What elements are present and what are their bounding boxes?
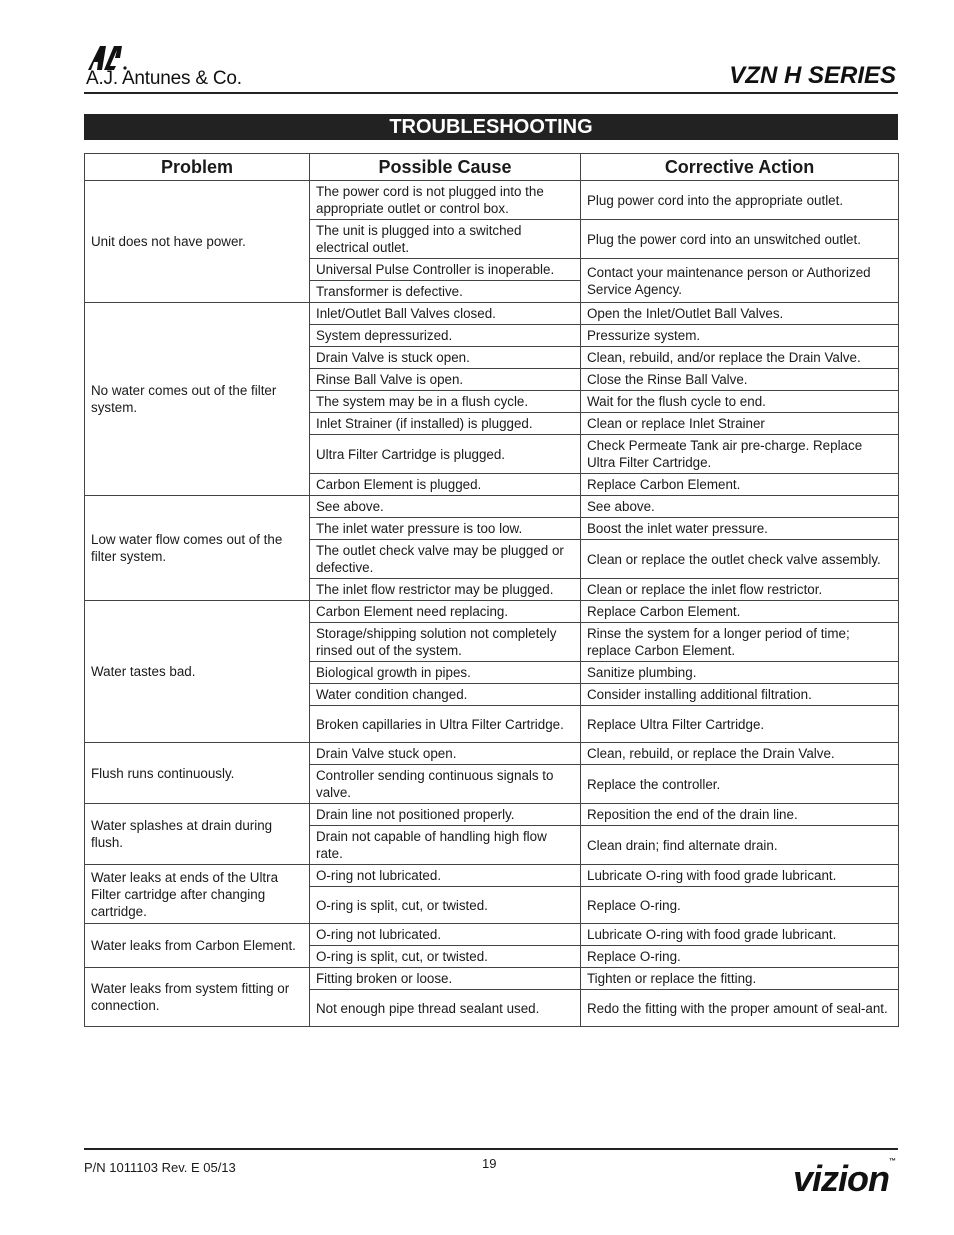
brand-name: vizion [792, 1158, 889, 1199]
trademark-mark: ™ [889, 1158, 896, 1165]
column-header-possible-cause: Possible Cause [310, 154, 581, 181]
cause-cell: Not enough pipe thread sealant used. [310, 990, 581, 1027]
cause-cell: The inlet flow restrictor may be plugged. [310, 579, 581, 601]
section-title: TROUBLESHOOTING [84, 114, 898, 140]
action-cell: Wait for the flush cycle to end. [581, 391, 899, 413]
action-cell: Redo the fitting with the proper amount of seal-ant. [581, 990, 899, 1027]
table-row [85, 804, 899, 826]
cause-cell: Ultra Filter Cartridge is plugged. [310, 435, 581, 474]
action-cell: Clean or replace the outlet check valve assembly. [581, 540, 899, 579]
action-cell: Contact your maintenance person or Authorized Service Agency. [581, 259, 899, 303]
cause-cell: The unit is plugged into a switched electrical outlet. [310, 220, 581, 259]
cause-cell: The inlet water pressure is too low. [310, 518, 581, 540]
cause-cell: See above. [310, 496, 581, 518]
action-cell: Replace Carbon Element. [581, 601, 899, 623]
action-cell: Replace Ultra Filter Cartridge. [581, 706, 899, 743]
problem-cell: Water splashes at drain during flush. [85, 804, 310, 865]
problem-cell: Low water flow comes out of the filter system. [85, 496, 310, 601]
cause-cell: The outlet check valve may be plugged or defective. [310, 540, 581, 579]
action-cell: Clean, rebuild, or replace the Drain Valve. [581, 743, 899, 765]
action-cell: Check Permeate Tank air pre-charge. Replace Ultra Filter Cartridge. [581, 435, 899, 474]
action-cell: Lubricate O-ring with food grade lubricant. [581, 924, 899, 946]
problem-cell: Water tastes bad. [85, 601, 310, 743]
cause-cell: The power cord is not plugged into the appropriate outlet or control box. [310, 181, 581, 220]
cause-cell: Drain not capable of handling high flow rate. [310, 826, 581, 865]
cause-cell: Broken capillaries in Ultra Filter Cartridge. [310, 706, 581, 743]
cause-cell: Rinse Ball Valve is open. [310, 369, 581, 391]
troubleshooting-table [84, 153, 899, 1027]
action-cell: Plug the power cord into an unswitched outlet. [581, 220, 899, 259]
action-cell: Replace O-ring. [581, 887, 899, 924]
table-row [85, 924, 899, 946]
cause-cell: Biological growth in pipes. [310, 662, 581, 684]
problem-cell: Water leaks from Carbon Element. [85, 924, 310, 968]
cause-cell: O-ring is split, cut, or twisted. [310, 946, 581, 968]
company-name: A.J. Antunes & Co. [86, 68, 242, 89]
problem-cell: Unit does not have power. [85, 181, 310, 303]
table-row [85, 865, 899, 887]
cause-cell: Drain Valve is stuck open. [310, 347, 581, 369]
table-body [85, 181, 899, 1027]
action-cell: Rinse the system for a longer period of time; replace Carbon Element. [581, 623, 899, 662]
action-cell: Replace O-ring. [581, 946, 899, 968]
cause-cell: Carbon Element is plugged. [310, 474, 581, 496]
action-cell: Replace Carbon Element. [581, 474, 899, 496]
problem-cell: Water leaks at ends of the Ultra Filter cartridge after changing cartridge. [85, 865, 310, 924]
cause-cell: The system may be in a flush cycle. [310, 391, 581, 413]
cause-cell: Universal Pulse Controller is inoperable. [310, 259, 581, 281]
action-cell: Boost the inlet water pressure. [581, 518, 899, 540]
cause-cell: O-ring is split, cut, or twisted. [310, 887, 581, 924]
vizion-logo [793, 1158, 896, 1200]
table-row [85, 743, 899, 765]
cause-cell: O-ring not lubricated. [310, 865, 581, 887]
table-row [85, 601, 899, 623]
cause-cell: Inlet Strainer (if installed) is plugged. [310, 413, 581, 435]
action-cell: Open the Inlet/Outlet Ball Valves. [581, 303, 899, 325]
cause-cell: Controller sending continuous signals to valve. [310, 765, 581, 804]
cause-cell: System depressurized. [310, 325, 581, 347]
table-header-row [85, 154, 899, 181]
action-cell: Replace the controller. [581, 765, 899, 804]
cause-cell: Drain line not positioned properly. [310, 804, 581, 826]
action-cell: Sanitize plumbing. [581, 662, 899, 684]
action-cell: See above. [581, 496, 899, 518]
action-cell: Clean, rebuild, and/or replace the Drain Valve. [581, 347, 899, 369]
cause-cell: Drain Valve stuck open. [310, 743, 581, 765]
column-header-problem: Problem [85, 154, 310, 181]
page-number: 19 [482, 1156, 497, 1171]
problem-cell: No water comes out of the filter system. [85, 303, 310, 496]
cause-cell: O-ring not lubricated. [310, 924, 581, 946]
table-row [85, 968, 899, 990]
action-cell: Clean drain; find alternate drain. [581, 826, 899, 865]
cause-cell: Fitting broken or loose. [310, 968, 581, 990]
problem-cell: Flush runs continuously. [85, 743, 310, 804]
action-cell: Reposition the end of the drain line. [581, 804, 899, 826]
cause-cell: Inlet/Outlet Ball Valves closed. [310, 303, 581, 325]
action-cell: Close the Rinse Ball Valve. [581, 369, 899, 391]
part-number: P/N 1011103 Rev. E 05/13 [84, 1160, 236, 1175]
action-cell: Consider installing additional filtration. [581, 684, 899, 706]
action-cell: Clean or replace the inlet flow restrictor. [581, 579, 899, 601]
cause-cell: Storage/shipping solution not completely rinsed out of the system. [310, 623, 581, 662]
problem-cell: Water leaks from system fitting or connection. [85, 968, 310, 1027]
table-row [85, 181, 899, 220]
action-cell: Pressurize system. [581, 325, 899, 347]
action-cell: Plug power cord into the appropriate outlet. [581, 181, 899, 220]
action-cell: Clean or replace Inlet Strainer [581, 413, 899, 435]
page-footer [84, 1148, 898, 1199]
cause-cell: Carbon Element need replacing. [310, 601, 581, 623]
table-row [85, 496, 899, 518]
company-logo [84, 44, 284, 90]
page-header [84, 44, 898, 94]
table-row [85, 303, 899, 325]
cause-cell: Transformer is defective. [310, 281, 581, 303]
action-cell: Lubricate O-ring with food grade lubricant. [581, 865, 899, 887]
series-title: VZN H SERIES [729, 62, 896, 89]
column-header-corrective-action: Corrective Action [581, 154, 899, 181]
action-cell: Tighten or replace the fitting. [581, 968, 899, 990]
cause-cell: Water condition changed. [310, 684, 581, 706]
